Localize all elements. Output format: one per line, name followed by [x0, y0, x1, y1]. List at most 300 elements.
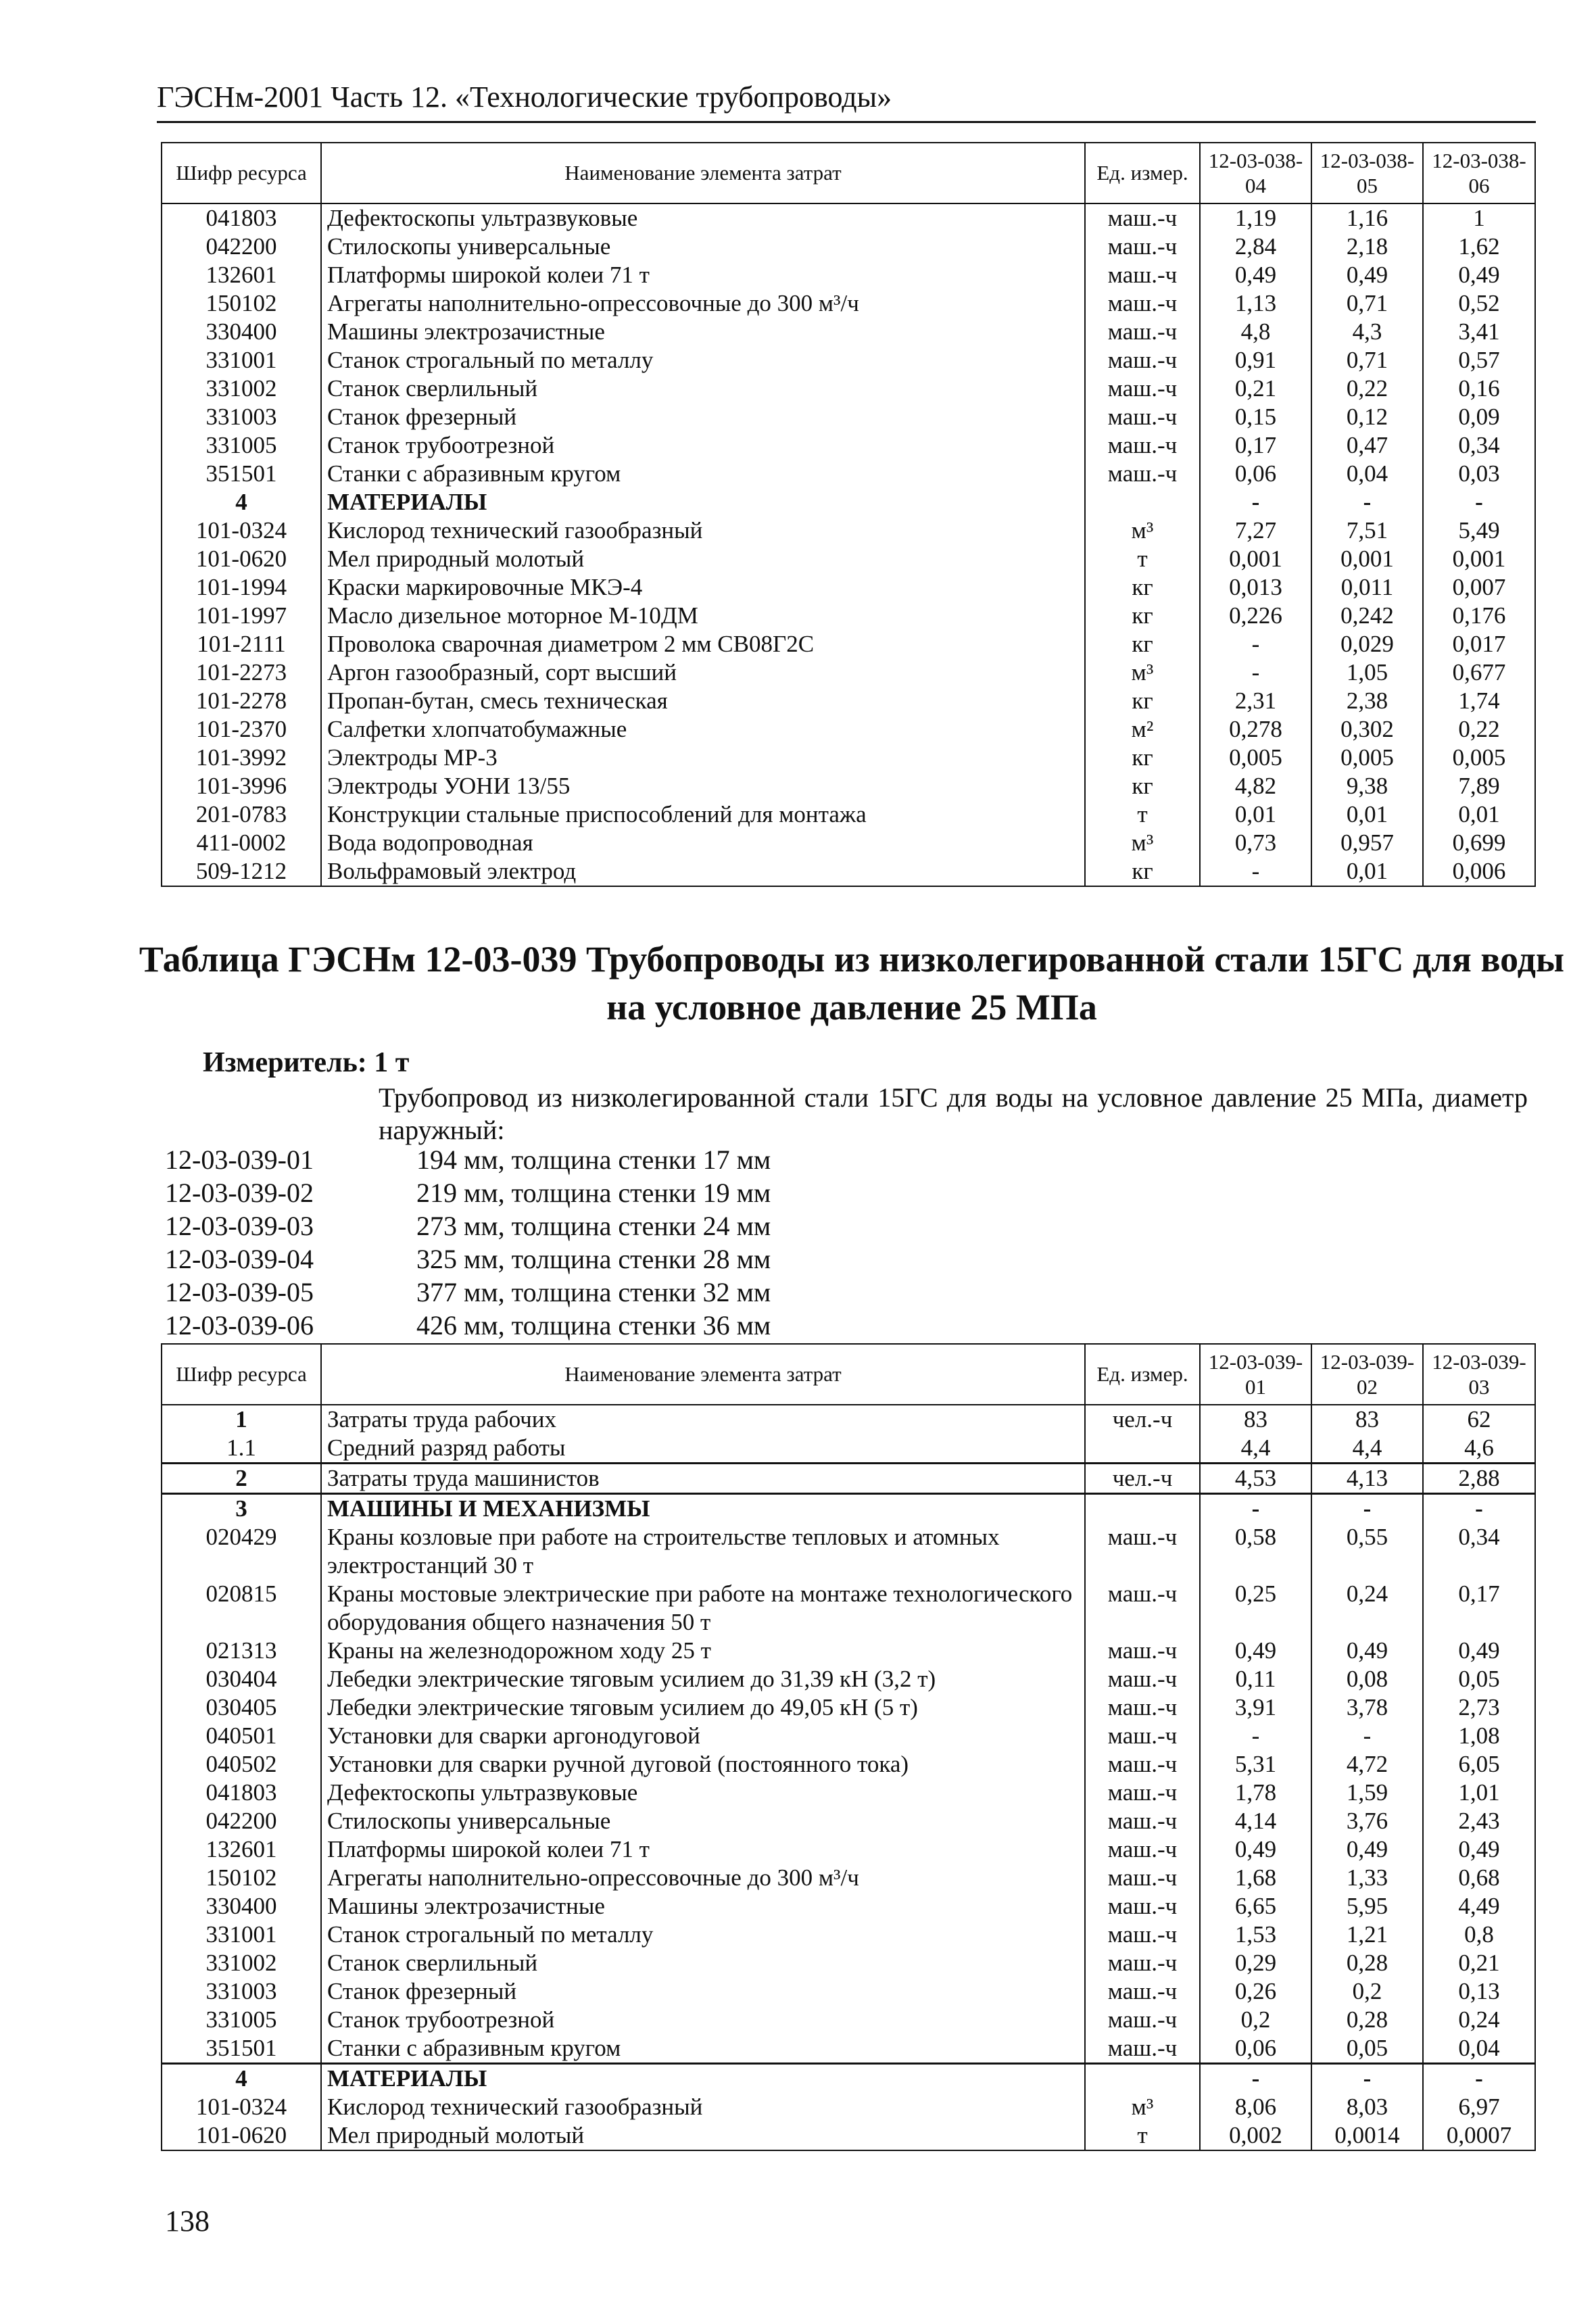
page-number: 138 [165, 2204, 210, 2238]
resource-name-cell: Машины электрозачистные [321, 318, 1085, 346]
unit-cell: маш.-ч [1085, 375, 1200, 403]
value-cell-2: 0,22 [1311, 375, 1423, 403]
table-row [162, 545, 1535, 573]
meter-label: Измеритель: [203, 1047, 367, 1078]
table-row [162, 1977, 1535, 2006]
resource-name-cell: Станок строгальный по металлу [321, 1921, 1085, 1949]
value-cell-1: 0,01 [1200, 800, 1311, 829]
unit-cell: маш.-ч [1085, 1665, 1200, 1693]
unit-cell: маш.-ч [1085, 233, 1200, 261]
resource-code-cell: 351501 [162, 460, 321, 488]
value-cell-1: 0,49 [1200, 1637, 1311, 1665]
table-title: Таблица ГЭСНм 12-03-039 Трубопроводы из низколегированной стали 15ГС для воды на условное давление 25 МПа [139, 939, 1565, 1028]
table-row [162, 2121, 1535, 2150]
resource-name-cell: МАТЕРИАЛЫ [321, 488, 1085, 516]
value-cell-2: 0,47 [1311, 431, 1423, 460]
resource-code-cell: 101-3992 [162, 744, 321, 772]
resource-code-cell: 041803 [162, 1779, 321, 1807]
value-cell-3: 7,89 [1423, 772, 1535, 800]
value-cell-1: 0,21 [1200, 375, 1311, 403]
table-row [162, 829, 1535, 857]
resource-code-cell: 331003 [162, 403, 321, 431]
unit-cell [1085, 2064, 1200, 2094]
resource-name-cell: Дефектоскопы ультразвуковые [321, 203, 1085, 233]
resource-code-cell: 101-0620 [162, 2121, 321, 2150]
resource-name-cell: Агрегаты наполнительно-опрессовочные до 300 м³/ч [321, 289, 1085, 318]
value-cell-3: 0,68 [1423, 1864, 1535, 1892]
resource-code-cell: 101-0324 [162, 516, 321, 545]
value-cell-3: 5,49 [1423, 516, 1535, 545]
value-cell-2: 0,2 [1311, 1977, 1423, 2006]
unit-cell: маш.-ч [1085, 2034, 1200, 2064]
table-row [162, 744, 1535, 772]
value-cell-2: 0,011 [1311, 573, 1423, 602]
value-cell-2: 0,04 [1311, 460, 1423, 488]
unit-cell: маш.-ч [1085, 318, 1200, 346]
value-cell-3: 1,74 [1423, 687, 1535, 715]
unit-cell: маш.-ч [1085, 261, 1200, 289]
value-cell-3: 0,16 [1423, 375, 1535, 403]
column-header-name: Наименование элемента затрат [321, 1344, 1085, 1405]
value-cell-2: 83 [1311, 1405, 1423, 1434]
column-header-unit: Ед. измер. [1085, 1344, 1200, 1405]
resource-name-cell: Дефектоскопы ультразвуковые [321, 1779, 1085, 1807]
resource-name-cell: Пропан-бутан, смесь техническая [321, 687, 1085, 715]
value-cell-3: - [1423, 2064, 1535, 2094]
table-row [162, 233, 1535, 261]
unit-cell: маш.-ч [1085, 1892, 1200, 1921]
resource-name-cell: Салфетки хлопчатобумажные [321, 715, 1085, 744]
value-cell-3: 0,04 [1423, 2034, 1535, 2064]
resource-code-cell: 020429 [162, 1523, 321, 1580]
value-cell-2: 1,05 [1311, 658, 1423, 687]
resource-code-cell: 331003 [162, 1977, 321, 2006]
value-cell-1: 0,06 [1200, 460, 1311, 488]
resource-name-cell: Мел природный молотый [321, 545, 1085, 573]
resource-code-cell: 101-0324 [162, 2093, 321, 2121]
value-cell-1: 0,001 [1200, 545, 1311, 573]
value-cell-2: 1,21 [1311, 1921, 1423, 1949]
value-cell-1: 1,78 [1200, 1779, 1311, 1807]
value-cell-3: 0,007 [1423, 573, 1535, 602]
value-cell-3: 0,176 [1423, 602, 1535, 630]
value-cell-1: 1,13 [1200, 289, 1311, 318]
unit-cell: т [1085, 545, 1200, 573]
value-cell-1: 4,8 [1200, 318, 1311, 346]
unit-cell: кг [1085, 857, 1200, 886]
variant-line [165, 1144, 771, 1176]
value-cell-1: 0,58 [1200, 1523, 1311, 1580]
table-row [162, 1750, 1535, 1779]
value-cell-3: 0,21 [1423, 1949, 1535, 1977]
value-cell-1: 4,14 [1200, 1807, 1311, 1835]
variant-line [165, 1210, 771, 1242]
variant-text: 426 мм, толщина стенки 36 мм [416, 1310, 771, 1341]
table-row [162, 2006, 1535, 2034]
resource-name-cell: Станки с абразивным кругом [321, 460, 1085, 488]
value-cell-3: 0,699 [1423, 829, 1535, 857]
resource-code-cell: 020815 [162, 1580, 321, 1637]
value-cell-2: 0,24 [1311, 1580, 1423, 1637]
resource-code-cell: 101-2111 [162, 630, 321, 658]
value-cell-1: 0,25 [1200, 1580, 1311, 1637]
table-row [162, 2093, 1535, 2121]
unit-cell: маш.-ч [1085, 1779, 1200, 1807]
value-cell-1: 0,73 [1200, 829, 1311, 857]
table-row [162, 658, 1535, 687]
resource-name-cell: Платформы широкой колеи 71 т [321, 261, 1085, 289]
table-row [162, 203, 1535, 233]
unit-cell: маш.-ч [1085, 1580, 1200, 1637]
unit-cell: маш.-ч [1085, 403, 1200, 431]
resource-code-cell: 150102 [162, 1864, 321, 1892]
unit-cell: т [1085, 800, 1200, 829]
value-cell-2: 0,957 [1311, 829, 1423, 857]
column-header-variant-2: 12-03-038-05 [1311, 143, 1423, 203]
value-cell-3: 6,05 [1423, 1750, 1535, 1779]
value-cell-3: 4,49 [1423, 1892, 1535, 1921]
column-header-code: Шифр ресурса [162, 1344, 321, 1405]
value-cell-1: 0,49 [1200, 261, 1311, 289]
meter-value: 1 т [374, 1047, 410, 1078]
table-row [162, 857, 1535, 886]
resource-code-cell: 042200 [162, 1807, 321, 1835]
column-header-name: Наименование элемента затрат [321, 143, 1085, 203]
table-row [162, 772, 1535, 800]
value-cell-1: 4,82 [1200, 772, 1311, 800]
variant-line [165, 1276, 771, 1308]
variant-text: 273 мм, толщина стенки 24 мм [416, 1211, 771, 1241]
value-cell-1: - [1200, 658, 1311, 687]
value-cell-2: 0,12 [1311, 403, 1423, 431]
table-row [162, 800, 1535, 829]
value-cell-2: - [1311, 2064, 1423, 2094]
unit-cell: м³ [1085, 658, 1200, 687]
resource-code-cell: 330400 [162, 318, 321, 346]
table-header-row [162, 1344, 1535, 1405]
value-cell-3: 3,41 [1423, 318, 1535, 346]
value-cell-1: 2,31 [1200, 687, 1311, 715]
resource-name-cell: Лебедки электрические тяговым усилием до 31,39 кН (3,2 т) [321, 1665, 1085, 1693]
table-row [162, 1434, 1535, 1464]
unit-cell: кг [1085, 602, 1200, 630]
variant-code: 12-03-039-02 [165, 1178, 314, 1208]
unit-cell: маш.-ч [1085, 346, 1200, 375]
resource-code-cell: 101-0620 [162, 545, 321, 573]
page-header: ГЭСНм-2001 Часть 12. «Технологические трубопроводы» [157, 80, 1536, 123]
value-cell-1: - [1200, 857, 1311, 886]
resource-code-cell: 101-1997 [162, 602, 321, 630]
table-row [162, 431, 1535, 460]
resource-name-cell: Краны на железнодорожном ходу 25 т [321, 1637, 1085, 1665]
table-row [162, 1864, 1535, 1892]
resource-code-cell: 101-3996 [162, 772, 321, 800]
resource-code-cell: 101-2278 [162, 687, 321, 715]
resource-name-cell: Станок трубоотрезной [321, 431, 1085, 460]
value-cell-1: 0,91 [1200, 346, 1311, 375]
variant-code: 12-03-039-03 [165, 1211, 314, 1241]
value-cell-3: 0,13 [1423, 1977, 1535, 2006]
unit-cell: кг [1085, 573, 1200, 602]
value-cell-2: 3,76 [1311, 1807, 1423, 1835]
value-cell-1: 4,53 [1200, 1464, 1311, 1494]
table-row [162, 346, 1535, 375]
resource-code-cell: 201-0783 [162, 800, 321, 829]
value-cell-2: - [1311, 488, 1423, 516]
value-cell-2: 0,01 [1311, 857, 1423, 886]
value-cell-2: 0,0014 [1311, 2121, 1423, 2150]
value-cell-1: 0,26 [1200, 1977, 1311, 2006]
value-cell-3: 0,05 [1423, 1665, 1535, 1693]
table-row [162, 318, 1535, 346]
unit-cell: кг [1085, 630, 1200, 658]
table-row [162, 1921, 1535, 1949]
column-header-variant-1: 12-03-039-01 [1200, 1344, 1311, 1405]
section-row [162, 1494, 1535, 1524]
resource-name-cell: Вольфрамовый электрод [321, 857, 1085, 886]
resource-code-cell: 331005 [162, 2006, 321, 2034]
value-cell-1: 8,06 [1200, 2093, 1311, 2121]
table-row [162, 375, 1535, 403]
resource-code-cell: 150102 [162, 289, 321, 318]
resource-name-cell: Станок фрезерный [321, 403, 1085, 431]
value-cell-2: 2,18 [1311, 233, 1423, 261]
resource-name-cell: Установки для сварки ручной дуговой (постоянного тока) [321, 1750, 1085, 1779]
value-cell-2: 3,78 [1311, 1693, 1423, 1722]
value-cell-2: 4,3 [1311, 318, 1423, 346]
variant-code: 12-03-039-06 [165, 1310, 314, 1341]
unit-cell: маш.-ч [1085, 1977, 1200, 2006]
unit-cell: маш.-ч [1085, 203, 1200, 233]
resource-name-cell: Краны козловые при работе на строительстве тепловых и атомных электростанций 30 т [321, 1523, 1085, 1580]
value-cell-2: 0,71 [1311, 289, 1423, 318]
unit-cell: маш.-ч [1085, 2006, 1200, 2034]
value-cell-3: 1 [1423, 203, 1535, 233]
table-row [162, 1693, 1535, 1722]
value-cell-1: 0,013 [1200, 573, 1311, 602]
value-cell-1: - [1200, 630, 1311, 658]
value-cell-1: 1,53 [1200, 1921, 1311, 1949]
value-cell-2: - [1311, 1494, 1423, 1524]
unit-cell: маш.-ч [1085, 1835, 1200, 1864]
value-cell-1: 0,29 [1200, 1949, 1311, 1977]
resource-name-cell: Станок фрезерный [321, 1977, 1085, 2006]
resource-name-cell: Станок строгальный по металлу [321, 346, 1085, 375]
value-cell-2: 2,38 [1311, 687, 1423, 715]
value-cell-1: 4,4 [1200, 1434, 1311, 1464]
value-cell-2: 0,302 [1311, 715, 1423, 744]
resource-name-cell: Масло дизельное моторное М-10ДМ [321, 602, 1085, 630]
resource-code-cell: 331001 [162, 1921, 321, 1949]
unit-cell [1085, 1494, 1200, 1524]
value-cell-1: 7,27 [1200, 516, 1311, 545]
resource-code-cell: 4 [162, 2064, 321, 2094]
value-cell-3: - [1423, 488, 1535, 516]
table-row [162, 715, 1535, 744]
unit-cell: чел.-ч [1085, 1405, 1200, 1434]
resource-code-cell: 101-2370 [162, 715, 321, 744]
resource-code-cell: 3 [162, 1494, 321, 1524]
value-cell-2: 7,51 [1311, 516, 1423, 545]
variant-line [165, 1309, 771, 1341]
resource-table-038 [161, 142, 1536, 887]
value-cell-3: 0,34 [1423, 431, 1535, 460]
resource-name-cell: Лебедки электрические тяговым усилием до 49,05 кН (5 т) [321, 1693, 1085, 1722]
value-cell-1: 6,65 [1200, 1892, 1311, 1921]
value-cell-3: 0,49 [1423, 261, 1535, 289]
unit-cell [1085, 488, 1200, 516]
table-row [162, 516, 1535, 545]
value-cell-2: 0,08 [1311, 1665, 1423, 1693]
value-cell-3: 1,01 [1423, 1779, 1535, 1807]
value-cell-1: 2,84 [1200, 233, 1311, 261]
value-cell-2: 4,72 [1311, 1750, 1423, 1779]
resource-name-cell: Вода водопроводная [321, 829, 1085, 857]
value-cell-3: 4,6 [1423, 1434, 1535, 1464]
value-cell-3: 0,8 [1423, 1921, 1535, 1949]
variant-text: 377 мм, толщина стенки 32 мм [416, 1277, 771, 1307]
variant-text: 219 мм, толщина стенки 19 мм [416, 1178, 771, 1208]
resource-code-cell: 1 [162, 1405, 321, 1434]
table-row [162, 1580, 1535, 1637]
unit-cell: т [1085, 2121, 1200, 2150]
value-cell-1: 3,91 [1200, 1693, 1311, 1722]
resource-code-cell: 331002 [162, 375, 321, 403]
table-row [162, 2034, 1535, 2064]
resource-name-cell: Стилоскопы универсальные [321, 233, 1085, 261]
unit-cell: м³ [1085, 516, 1200, 545]
value-cell-1: 0,15 [1200, 403, 1311, 431]
value-cell-3: 0,09 [1423, 403, 1535, 431]
value-cell-2: 0,029 [1311, 630, 1423, 658]
resource-name-cell: Станок сверлильный [321, 375, 1085, 403]
unit-cell: маш.-ч [1085, 1864, 1200, 1892]
resource-name-cell: Аргон газообразный, сорт высший [321, 658, 1085, 687]
column-header-variant-1: 12-03-038-04 [1200, 143, 1311, 203]
section-row [162, 2064, 1535, 2094]
variant-code: 12-03-039-04 [165, 1244, 314, 1274]
value-cell-1: 1,68 [1200, 1864, 1311, 1892]
variant-line [165, 1243, 771, 1275]
resource-name-cell: Установки для сварки аргонодуговой [321, 1722, 1085, 1750]
resource-code-cell: 041803 [162, 203, 321, 233]
value-cell-2: 0,001 [1311, 545, 1423, 573]
value-cell-1: 0,2 [1200, 2006, 1311, 2034]
value-cell-3: 2,73 [1423, 1693, 1535, 1722]
value-cell-1: - [1200, 2064, 1311, 2094]
unit-cell: маш.-ч [1085, 1807, 1200, 1835]
value-cell-2: 5,95 [1311, 1892, 1423, 1921]
value-cell-1: 5,31 [1200, 1750, 1311, 1779]
unit-cell [1085, 1434, 1200, 1464]
value-cell-3: 6,97 [1423, 2093, 1535, 2121]
resource-code-cell: 331002 [162, 1949, 321, 1977]
value-cell-3: 0,57 [1423, 346, 1535, 375]
value-cell-1: 1,19 [1200, 203, 1311, 233]
resource-name-cell: Проволока сварочная диаметром 2 мм СВ08Г2С [321, 630, 1085, 658]
resource-code-cell: 021313 [162, 1637, 321, 1665]
value-cell-1: 83 [1200, 1405, 1311, 1434]
value-cell-1: 0,06 [1200, 2034, 1311, 2064]
value-cell-2: 0,28 [1311, 1949, 1423, 1977]
table-row [162, 460, 1535, 488]
resource-name-cell: Кислород технический газообразный [321, 2093, 1085, 2121]
value-cell-2: 4,4 [1311, 1434, 1423, 1464]
resource-name-cell: Машины электрозачистные [321, 1892, 1085, 1921]
unit-cell: м² [1085, 715, 1200, 744]
value-cell-2: 9,38 [1311, 772, 1423, 800]
resource-name-cell: Затраты труда рабочих [321, 1405, 1085, 1434]
resource-code-cell: 030404 [162, 1665, 321, 1693]
value-cell-3: 0,006 [1423, 857, 1535, 886]
table-description: Трубопровод из низколегированной стали 15ГС для воды на условное давление 25 МПа, диаметр наружный: [379, 1082, 1528, 1145]
value-cell-2: 0,005 [1311, 744, 1423, 772]
resource-name-cell: МАТЕРИАЛЫ [321, 2064, 1085, 2094]
table-row [162, 1665, 1535, 1693]
resource-code-cell: 351501 [162, 2034, 321, 2064]
resource-name-cell: Затраты труда машинистов [321, 1464, 1085, 1494]
value-cell-3: 0,34 [1423, 1523, 1535, 1580]
value-cell-3: 1,08 [1423, 1722, 1535, 1750]
resource-code-cell: 411-0002 [162, 829, 321, 857]
value-cell-1: - [1200, 488, 1311, 516]
column-header-variant-2: 12-03-039-02 [1311, 1344, 1423, 1405]
unit-cell: маш.-ч [1085, 1693, 1200, 1722]
resource-name-cell: Краски маркировочные МКЭ-4 [321, 573, 1085, 602]
unit-cell: маш.-ч [1085, 1949, 1200, 1977]
value-cell-3: 0,22 [1423, 715, 1535, 744]
value-cell-2: - [1311, 1722, 1423, 1750]
value-cell-3: 0,52 [1423, 289, 1535, 318]
unit-cell: маш.-ч [1085, 431, 1200, 460]
value-cell-3: 0,49 [1423, 1637, 1535, 1665]
value-cell-3: 0,03 [1423, 460, 1535, 488]
unit-cell: кг [1085, 744, 1200, 772]
resource-code-cell: 132601 [162, 261, 321, 289]
value-cell-3: 0,017 [1423, 630, 1535, 658]
resource-name-cell: Платформы широкой колеи 71 т [321, 1835, 1085, 1864]
value-cell-3: 2,88 [1423, 1464, 1535, 1494]
resource-code-cell: 101-2273 [162, 658, 321, 687]
value-cell-1: 0,005 [1200, 744, 1311, 772]
value-cell-1: 0,002 [1200, 2121, 1311, 2150]
column-header-unit: Ед. измер. [1085, 143, 1200, 203]
column-header-variant-3: 12-03-039-03 [1423, 1344, 1535, 1405]
unit-cell: маш.-ч [1085, 460, 1200, 488]
table-row [162, 1637, 1535, 1665]
value-cell-2: 4,13 [1311, 1464, 1423, 1494]
resource-name-cell: Электроды УОНИ 13/55 [321, 772, 1085, 800]
value-cell-2: 0,242 [1311, 602, 1423, 630]
resource-code-cell: 101-1994 [162, 573, 321, 602]
resource-name-cell: МАШИНЫ И МЕХАНИЗМЫ [321, 1494, 1085, 1524]
table-header-row [162, 143, 1535, 203]
resource-name-cell: Агрегаты наполнительно-опрессовочные до 300 м³/ч [321, 1864, 1085, 1892]
resource-code-cell: 1.1 [162, 1434, 321, 1464]
value-cell-2: 1,59 [1311, 1779, 1423, 1807]
table-row [162, 630, 1535, 658]
unit-cell: маш.-ч [1085, 1750, 1200, 1779]
value-cell-1: 0,11 [1200, 1665, 1311, 1693]
value-cell-2: 8,03 [1311, 2093, 1423, 2121]
value-cell-3: - [1423, 1494, 1535, 1524]
value-cell-3: 0,17 [1423, 1580, 1535, 1637]
value-cell-3: 2,43 [1423, 1807, 1535, 1835]
resource-code-cell: 330400 [162, 1892, 321, 1921]
unit-cell: кг [1085, 772, 1200, 800]
table-row [162, 573, 1535, 602]
unit-cell: маш.-ч [1085, 1637, 1200, 1665]
